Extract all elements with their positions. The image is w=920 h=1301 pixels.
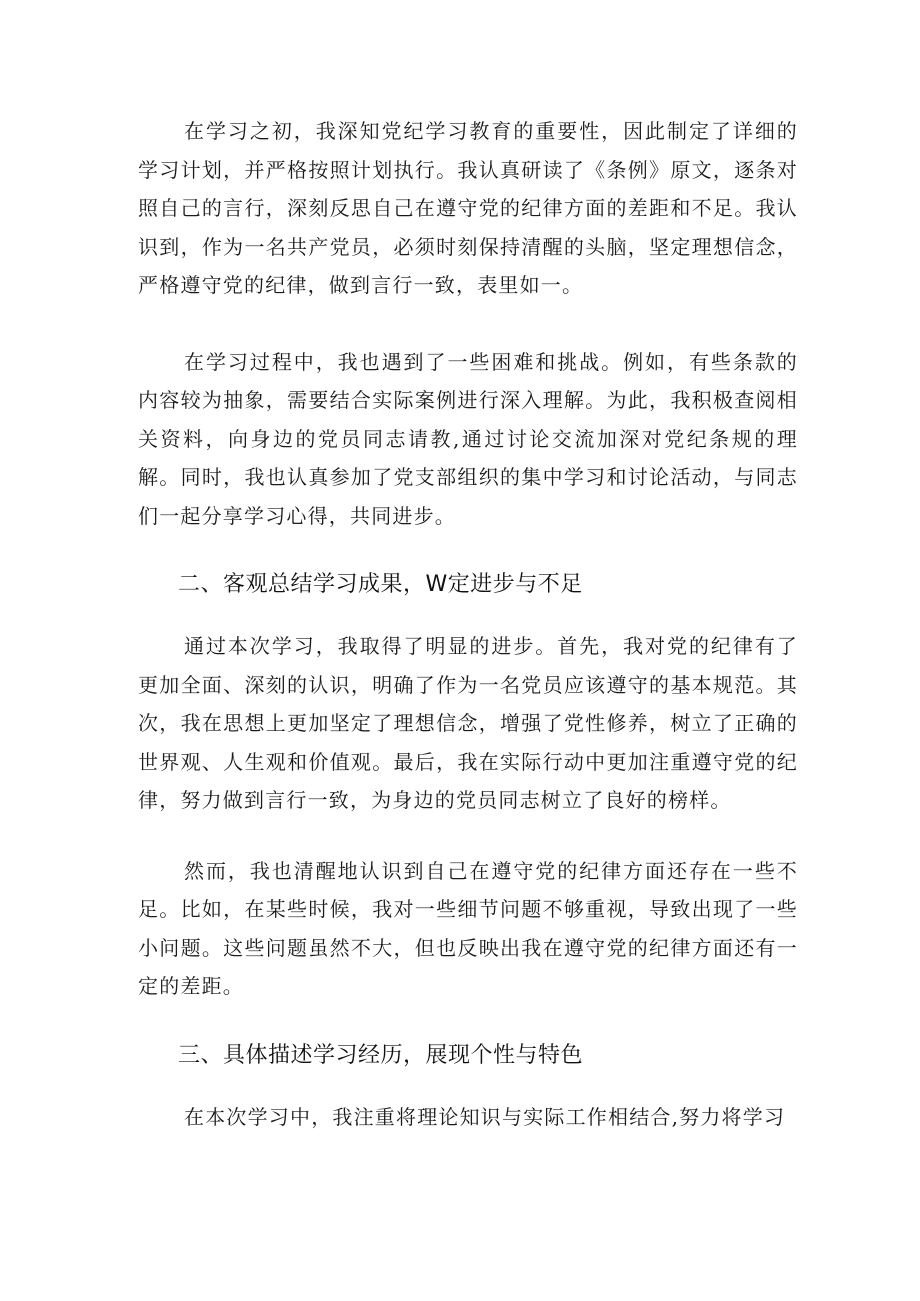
paragraph-study-beginning: 在学习之初，我深知党纪学习教育的重要性，因此制定了详细的学习计划，并严格按照计划执行。我认真研读了《条例》原文，逐条对照自己的言行，深刻反思自己在遵守党的纪律方面的差距和不足。我认识到，作为一名共产党员，必须时刻保持清醒的头脑，坚定理想信念，严格遵守党的纪律，做到言行一致，表里如一。 — [138, 119, 798, 297]
section-heading-two: 二、客观总结学习成果，W定进步与不足 — [178, 572, 583, 597]
paragraph-study-experience: 在本次学习中，我注重将理论知识与实际工作相结合,努力将学习 — [184, 1104, 786, 1129]
document-body — [138, 112, 798, 1136]
section-heading-three: 三、具体描述学习经历，展现个性与特色 — [178, 1042, 584, 1068]
paragraph-shortcomings: 然而，我也清醒地认识到自己在遵守党的纪律方面还存在一些不足。比如，在某些时候，我对一些细节问题不够重视，导致出现了一些小问题。这些问题虽然不大，但也反映出我在遵守党的纪律方面还有一定的差距。 — [138, 858, 798, 998]
paragraph-study-results: 通过本次学习，我取得了明显的进步。首先，我对党的纪律有了更加全面、深刻的认识，明确了作为一名党员应该遵守的基本规范。其次，我在思想上更加坚定了理想信念，增强了党性修养，树立了正确的世界观、人生观和价值观。最后，我在实际行动中更加注重遵守党的纪律，努力做到言行一致，为身边的党员同志树立了良好的榜样。 — [138, 634, 798, 812]
paragraph-study-difficulties: 在学习过程中，我也遇到了一些困难和挑战。例如，有些条款的内容较为抽象，需要结合实际案例进行深入理解。为此，我积极查阅相关资料，向身边的党员同志请教,通过讨论交流加深对党纪条规的理解。同时，我也认真参加了党支部组织的集中学习和讨论活动，与同志们一起分享学习心得，共同进步。 — [138, 349, 798, 528]
